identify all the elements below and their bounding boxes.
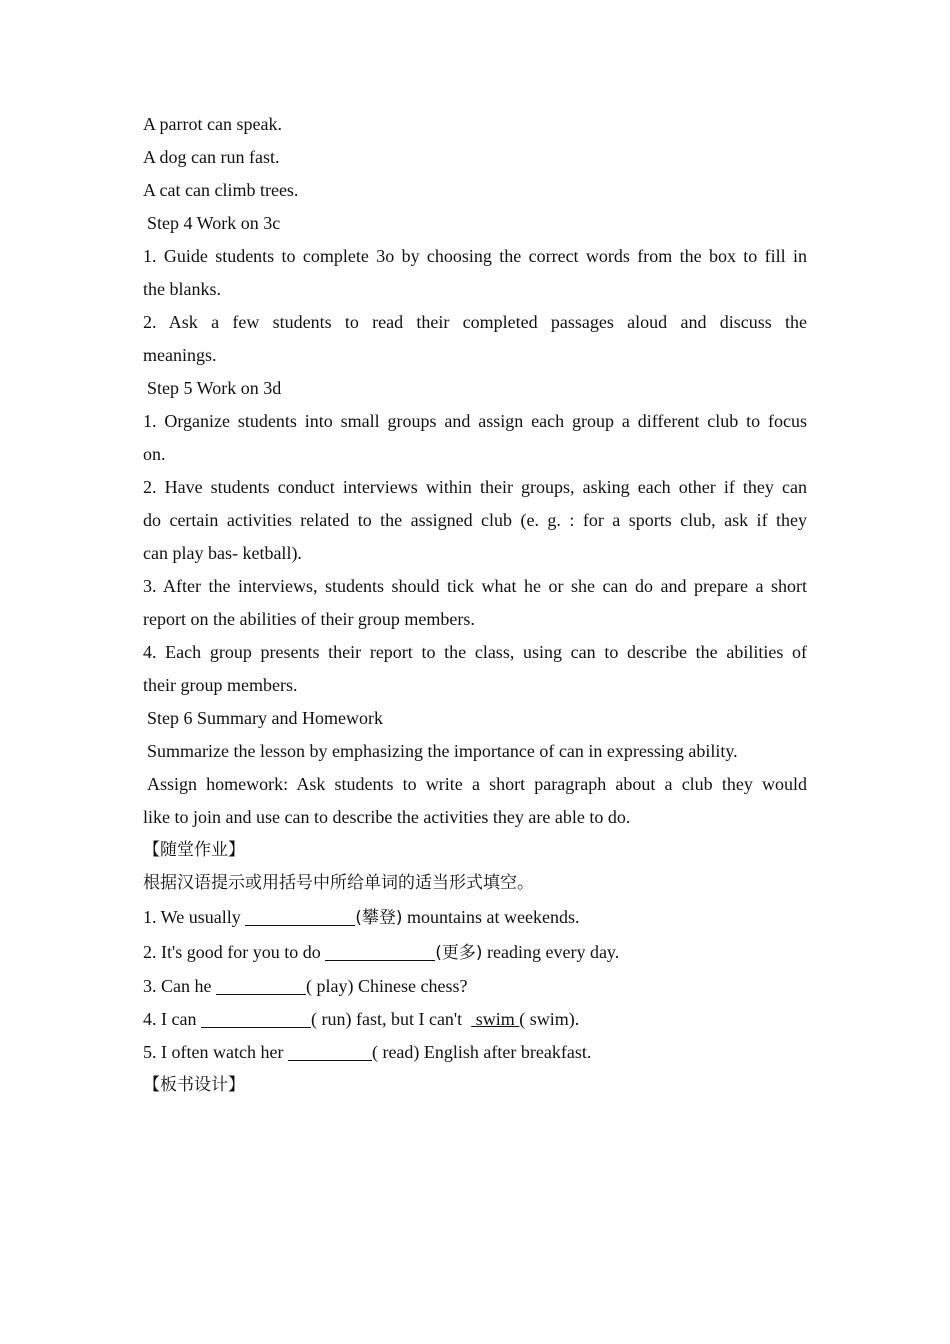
step-heading: Step 4 Work on 3c <box>147 213 281 233</box>
text-line: like to join and use can to describe the activities they are able to do. <box>143 807 631 827</box>
exercise-item: 5. I often watch her ( read) English after breakfast. <box>143 1042 592 1062</box>
text-line: 4. Each group presents their report to the class, using can to describe the abilities of <box>143 642 807 662</box>
exercise-item: 3. Can he ( play) Chinese chess? <box>143 976 468 996</box>
text-line: can play bas- ketball). <box>143 543 302 563</box>
document-page <box>143 108 807 1102</box>
board-design-header: 【板书设计】 <box>143 1075 245 1095</box>
text-line: 1. Organize students into small groups and assign each group a different club to focus <box>143 411 807 431</box>
step-heading: Step 5 Work on 3d <box>147 378 282 398</box>
text-line: A cat can climb trees. <box>143 180 299 200</box>
answer-blank[interactable] <box>288 1041 372 1061</box>
answer-blank[interactable] <box>201 1008 311 1028</box>
step-heading: Step 6 Summary and Homework <box>147 708 383 728</box>
text-line: Assign homework: Ask students to write a short paragraph about a club they would <box>147 774 807 794</box>
answer-blank[interactable] <box>216 975 306 995</box>
text-line: 1. Guide students to complete 3o by choosing the correct words from the box to fill in <box>143 246 807 266</box>
text-line: 3. After the interviews, students should tick what he or she can do and prepare a short <box>143 576 807 596</box>
text-line: meanings. <box>143 345 217 365</box>
filled-answer: swim <box>475 1009 515 1029</box>
exercise-item: 1. We usually (攀登) mountains at weekends. <box>143 907 580 928</box>
homework-instructions: 根据汉语提示或用括号中所给单词的适当形式填空。 <box>143 873 534 893</box>
text-line: 2. Have students conduct interviews within their groups, asking each other if they can <box>143 477 807 497</box>
answer-blank[interactable] <box>325 941 435 961</box>
text-line: on. <box>143 444 166 464</box>
homework-header: 【随堂作业】 <box>143 840 245 860</box>
text-line: A parrot can speak. <box>143 114 282 134</box>
answer-blank[interactable] <box>245 906 355 926</box>
text-line: 2. Ask a few students to read their completed passages aloud and discuss the <box>143 312 807 332</box>
text-line: report on the abilities of their group members. <box>143 609 475 629</box>
exercise-item: 2. It's good for you to do (更多) reading every day. <box>143 942 620 963</box>
text-line: the blanks. <box>143 279 221 299</box>
text-line: their group members. <box>143 675 298 695</box>
text-line: A dog can run fast. <box>143 147 280 167</box>
text-line: do certain activities related to the assigned club (e. g. : for a sports club, ask if they <box>143 510 807 530</box>
text-line: Summarize the lesson by emphasizing the importance of can in expressing ability. <box>147 741 738 761</box>
exercise-item: 4. I can ( run) fast, but I can't swim ( swim). <box>143 1009 580 1029</box>
